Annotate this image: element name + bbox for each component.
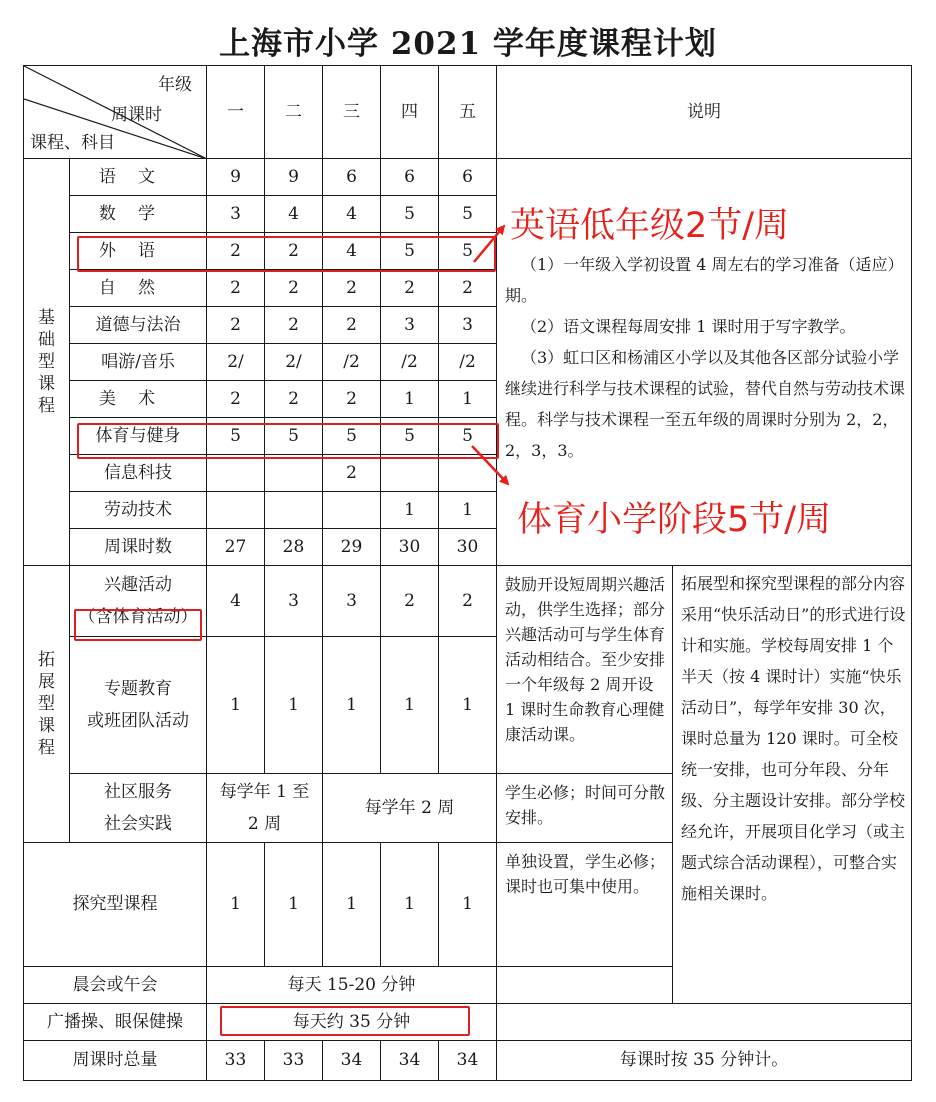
hours-cell: 1 bbox=[207, 637, 265, 774]
community-hours-grade-3-5: 每学年 2 周 bbox=[323, 774, 497, 843]
basic-note-3: （3）虹口区和杨浦区小学以及其他各区部分试验小学继续进行科学与技术课程的试验，替代自然与劳动技术课程。科学与技术课程一至五年级的周课时分别为 2，2，2，3，3。 bbox=[505, 348, 906, 460]
community-hours-grade-1-2: 每学年 1 至 2 周 bbox=[207, 774, 323, 843]
basic-course-group-label: 基 础 型 课 程 bbox=[24, 159, 70, 566]
hours-cell: 5 bbox=[439, 418, 497, 455]
hours-cell: 30 bbox=[381, 529, 439, 566]
hours-cell: 1 bbox=[323, 637, 381, 774]
hours-cell: 5 bbox=[381, 233, 439, 270]
inquiry-course-label: 探究型课程 bbox=[24, 843, 207, 967]
hours-cell: 2 bbox=[207, 307, 265, 344]
hours-cell: 4 bbox=[323, 196, 381, 233]
weekly-hours-label: 周课时数 bbox=[70, 529, 207, 566]
subject-interest-activity: 兴趣活动 （含体育活动） bbox=[70, 566, 207, 637]
grade-header: 五 bbox=[439, 66, 497, 159]
hours-cell: 33 bbox=[265, 1041, 323, 1081]
page-title: 上海市小学 2021 学年度课程计划 bbox=[219, 26, 717, 62]
hours-cell: 2 bbox=[323, 381, 381, 418]
hours-cell: 34 bbox=[323, 1041, 381, 1081]
hours-cell: 5 bbox=[381, 196, 439, 233]
hours-cell: 4 bbox=[323, 233, 381, 270]
hours-cell: 1 bbox=[323, 843, 381, 967]
hours-cell: 34 bbox=[439, 1041, 497, 1081]
extended-course-group-label: 拓 展 型 课 程 bbox=[24, 566, 70, 843]
hours-cell: /2 bbox=[381, 344, 439, 381]
hours-cell: 5 bbox=[265, 418, 323, 455]
hours-cell: /2 bbox=[439, 344, 497, 381]
hours-cell: 6 bbox=[439, 159, 497, 196]
hours-cell: 28 bbox=[265, 529, 323, 566]
hours-cell: 1 bbox=[381, 381, 439, 418]
hours-cell: 33 bbox=[207, 1041, 265, 1081]
subject-math: 数学 bbox=[70, 196, 207, 233]
subject-labor-tech: 劳动技术 bbox=[70, 492, 207, 529]
hours-cell: 9 bbox=[207, 159, 265, 196]
arrow-pe bbox=[472, 446, 508, 484]
notes-header: 说明 bbox=[497, 66, 912, 159]
hours-cell: 5 bbox=[439, 233, 497, 270]
hours-cell: 34 bbox=[381, 1041, 439, 1081]
hours-cell: 1 bbox=[439, 843, 497, 967]
total-note: 每课时按 35 分钟计。 bbox=[497, 1041, 912, 1081]
hours-cell: 6 bbox=[323, 159, 381, 196]
exercise-value: 每天约 35 分钟 bbox=[207, 1004, 497, 1041]
hours-cell: 5 bbox=[323, 418, 381, 455]
hours-cell: 4 bbox=[207, 566, 265, 637]
hours-cell: 1 bbox=[381, 843, 439, 967]
hours-cell: 27 bbox=[207, 529, 265, 566]
subject-music: 唱游/音乐 bbox=[70, 344, 207, 381]
subject-art: 美术 bbox=[70, 381, 207, 418]
subject-topic-education: 专题教育 或班团队活动 bbox=[70, 637, 207, 774]
hours-cell: 1 bbox=[439, 637, 497, 774]
grade-header: 三 bbox=[323, 66, 381, 159]
hours-cell: 1 bbox=[207, 843, 265, 967]
hours-cell: 2 bbox=[381, 566, 439, 637]
hours-cell: 5 bbox=[381, 418, 439, 455]
hours-cell: 2 bbox=[207, 233, 265, 270]
corner-hours-label: 周课时 bbox=[111, 105, 162, 125]
subject-it: 信息科技 bbox=[70, 455, 207, 492]
subject-community-service: 社区服务 社会实践 bbox=[70, 774, 207, 843]
hours-cell: 2 bbox=[381, 270, 439, 307]
hours-cell: 3 bbox=[323, 566, 381, 637]
extended-note-interest: 鼓励开设短周期兴趣活动，供学生选择；部分兴趣活动可与学生体育活动相结合。至少安排一个年级每 2 周开设 1 课时生命教育心理健康活动课。 bbox=[497, 566, 673, 774]
hours-cell: 2 bbox=[439, 566, 497, 637]
hours-cell: /2 bbox=[323, 344, 381, 381]
hours-cell: 2 bbox=[207, 270, 265, 307]
hours-cell: 2 bbox=[323, 455, 381, 492]
hours-cell: 3 bbox=[381, 307, 439, 344]
hours-cell: 3 bbox=[439, 307, 497, 344]
inquiry-note: 单独设置，学生必修；课时也可集中使用。 bbox=[497, 843, 673, 967]
hours-cell: 2/ bbox=[265, 344, 323, 381]
hours-cell: 29 bbox=[323, 529, 381, 566]
hours-cell: 9 bbox=[265, 159, 323, 196]
subject-nature: 自然 bbox=[70, 270, 207, 307]
extended-note-community: 学生必修；时间可分散安排。 bbox=[497, 774, 673, 843]
hours-cell: 5 bbox=[439, 196, 497, 233]
hours-cell: 4 bbox=[265, 196, 323, 233]
subject-pe: 体育与健身 bbox=[70, 418, 207, 455]
hours-cell: 1 bbox=[265, 637, 323, 774]
hours-cell: 30 bbox=[439, 529, 497, 566]
hours-cell: 3 bbox=[207, 196, 265, 233]
hours-cell: 6 bbox=[381, 159, 439, 196]
corner-grade-label: 年级 bbox=[158, 75, 192, 95]
corner-subject-label: 课程、科目 bbox=[30, 133, 115, 153]
grade-header: 四 bbox=[381, 66, 439, 159]
grade-header: 一 bbox=[207, 66, 265, 159]
annotation-english: 英语低年级2节/周 bbox=[510, 206, 790, 246]
hours-cell: 2 bbox=[265, 233, 323, 270]
exercise-label: 广播操、眼保健操 bbox=[24, 1004, 207, 1041]
hours-cell: 2 bbox=[439, 270, 497, 307]
hours-cell: 2/ bbox=[207, 344, 265, 381]
basic-note-1: （1）一年级入学初设置 4 周左右的学习准备（适应）期。 bbox=[505, 255, 904, 305]
subject-yuwen: 语文 bbox=[70, 159, 207, 196]
hours-cell: 1 bbox=[381, 492, 439, 529]
hours-cell: 2 bbox=[265, 381, 323, 418]
extended-note-happy-day: 拓展型和探究型课程的部分内容采用“快乐活动日”的形式进行设计和实施。学校每周安排 1 个半天（按 4 课时计）实施“快乐活动日”，每学年安排 30 次，课时总量为 120 课时。可全校统一安排，也可分年段、分年级、分主题设计安排。部分学校经允许，开展项目化学习（或主题式综合活动课程），可整合实施相关课时。 bbox=[673, 566, 912, 1004]
hours-cell: 2 bbox=[265, 270, 323, 307]
total-hours-label: 周课时总量 bbox=[24, 1041, 207, 1081]
annotation-pe: 体育小学阶段5节/周 bbox=[517, 500, 832, 540]
hours-cell: 2 bbox=[207, 381, 265, 418]
hours-cell: 2 bbox=[323, 307, 381, 344]
hours-cell: 1 bbox=[439, 492, 497, 529]
hours-cell: 1 bbox=[265, 843, 323, 967]
hours-cell: 1 bbox=[381, 637, 439, 774]
hours-cell: 1 bbox=[439, 381, 497, 418]
hours-cell: 3 bbox=[265, 566, 323, 637]
hours-cell: 2 bbox=[265, 307, 323, 344]
subject-foreign-language: 外语 bbox=[70, 233, 207, 270]
subject-morality-law: 道德与法治 bbox=[70, 307, 207, 344]
morning-meeting-label: 晨会或午会 bbox=[24, 967, 207, 1004]
basic-note-2: （2）语文课程每周安排 1 课时用于写字教学。 bbox=[521, 317, 856, 336]
hours-cell: 5 bbox=[207, 418, 265, 455]
morning-meeting-value: 每天 15-20 分钟 bbox=[207, 967, 497, 1004]
grade-header: 二 bbox=[265, 66, 323, 159]
hours-cell: 2 bbox=[323, 270, 381, 307]
arrow-english bbox=[474, 226, 504, 262]
